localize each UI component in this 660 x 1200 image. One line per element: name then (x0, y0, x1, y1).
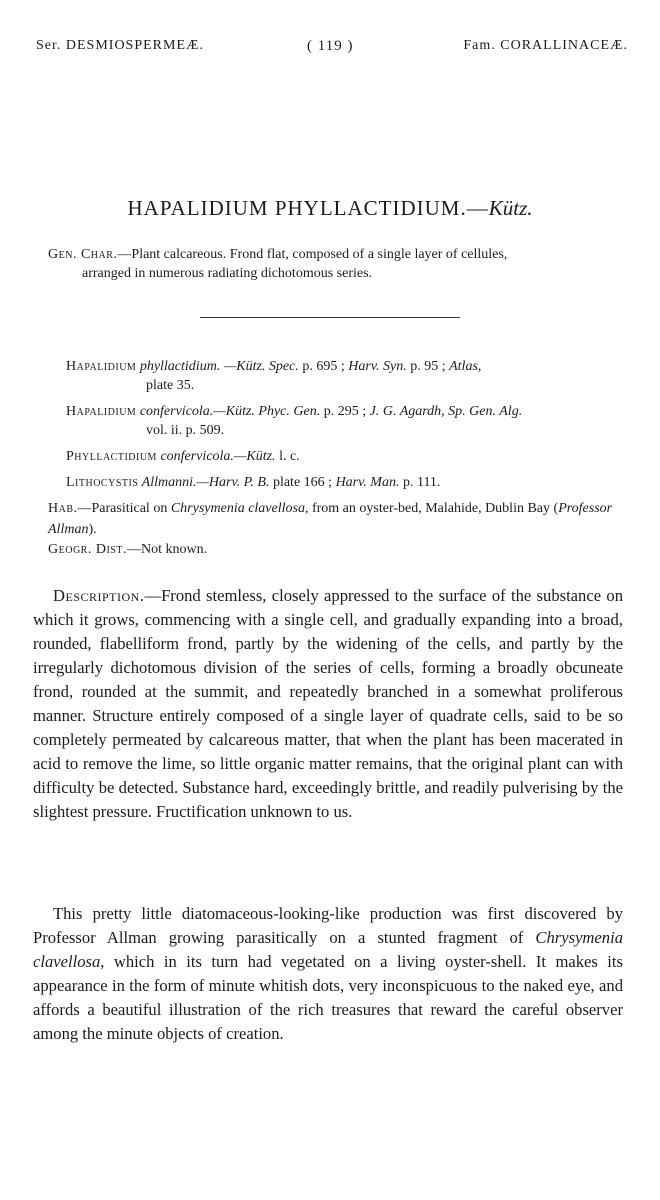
synonym-genus: Hapalidium (66, 404, 137, 419)
geo-label: Geogr. Dist. (48, 542, 127, 557)
page-number: ( 119 ) (307, 38, 354, 54)
hab-text: ). (88, 522, 97, 537)
synonym-species: phyllactidium. (136, 359, 221, 374)
notes-text: This pretty little diatomaceous-looking-like production was first discovered by Professor Allman growing parasitically on a stunted fragment of (33, 904, 623, 947)
synonym-species: confervicola. (156, 449, 234, 464)
synonym-ref: Harv. Syn. (348, 359, 407, 374)
running-header (36, 38, 628, 62)
hab-text: , from an oyster-bed, Malahide, Dublin Bay ( (304, 501, 559, 516)
gen-char-label: Gen. Char. (48, 247, 118, 262)
notes-host: Chrysymenia clavellosa (33, 928, 623, 971)
synonym-ref: —Harv. P. B. (196, 475, 270, 490)
synonym-genus: Lithocystis (66, 475, 139, 490)
synonym-entry (66, 473, 626, 492)
synonym-ref: —Kütz. Phyc. Gen. (213, 404, 321, 419)
synonym-page: l. c. (275, 449, 300, 464)
synonym-continuation: plate 35. (146, 378, 195, 393)
gen-char-line1: —Plant calcareous. Frond flat, composed of a single layer of cellules, (117, 247, 508, 262)
gen-char-line2: arranged in numerous radiating dichotomous series. (82, 266, 373, 281)
synonym-ref: —Kütz. Spec. (220, 359, 299, 374)
habitat (48, 498, 626, 540)
species-title (0, 196, 660, 221)
species-name: HAPALIDIUM PHYLLACTIDIUM.— (127, 196, 489, 220)
synonym-page: plate 166 ; (269, 475, 336, 490)
notes-paragraph (33, 902, 623, 1046)
synonym-species: Allmanni. (138, 475, 197, 490)
synonym-ref: J. G. Agardh, Sp. Gen. Alg. (369, 404, 523, 419)
notes-text: , which in its turn had vegetated on a living oyster-shell. It makes its appearance in the form of minute whitish dots, very inconspicuous to the naked eye, and affords a beautiful illustration of the rich treasures that reward the careful observer among the minute objects of creation. (33, 952, 623, 1043)
synonym-ref: —Kütz. (233, 449, 276, 464)
synonym-continuation: vol. ii. p. 509. (146, 423, 225, 438)
divider-rule (200, 317, 460, 318)
hab-collector: Professor Allman (48, 501, 613, 537)
header-family: Fam. CORALLINACEÆ. (463, 38, 628, 53)
synonym-ref: Atlas, (449, 359, 482, 374)
description-text: —Frond stemless, closely appressed to the surface of the substance on which it grows, commencing with a single cell, and gradually expanding into a broad, rounded, flabelliform frond, partly by the widening of the cells, and partly by the irregularly dichotomous division of the series of cells, forming a broadly obcuneate frond, rounded at the summit, and repeatedly branched in a somewhat proliferous manner. Structure entirely composed of a single layer of quadrate cells, said to be so completely permeated by calcareous matter, that when the plant has been macerated in acid to remove the lime, so little organic matter remains, that the original plant can with difficulty be detected. Substance hard, exceedingly brittle, and readily pulverising by the slightest pressure. Fructification unknown to us. (33, 586, 623, 821)
hab-host: Chrysymenia clavellosa (170, 501, 305, 516)
species-author: Kütz. (488, 196, 533, 220)
geographic-distribution (48, 542, 626, 558)
synonym-entry (66, 447, 626, 466)
synonymy-list (66, 357, 626, 499)
synonym-genus: Hapalidium (66, 359, 137, 374)
generic-character (48, 245, 626, 283)
synonym-page: p. 295 ; (320, 404, 370, 419)
synonym-page: p. 95 ; (406, 359, 450, 374)
description-label: Description. (53, 586, 145, 605)
synonym-page: p. 111. (399, 475, 441, 490)
synonym-genus: Phyllactidium (66, 449, 157, 464)
header-series: Ser. DESMIOSPERMEÆ. (36, 38, 204, 53)
synonym-species: confervicola. (136, 404, 214, 419)
hab-text: —Parasitical on (77, 501, 171, 516)
synonym-ref: Harv. Man. (335, 475, 400, 490)
synonym-page: p. 695 ; (298, 359, 349, 374)
description-paragraph (33, 584, 623, 824)
hab-label: Hab. (48, 501, 78, 516)
geo-text: —Not known. (126, 542, 208, 557)
synonym-entry (66, 357, 626, 395)
synonym-entry (66, 402, 626, 440)
